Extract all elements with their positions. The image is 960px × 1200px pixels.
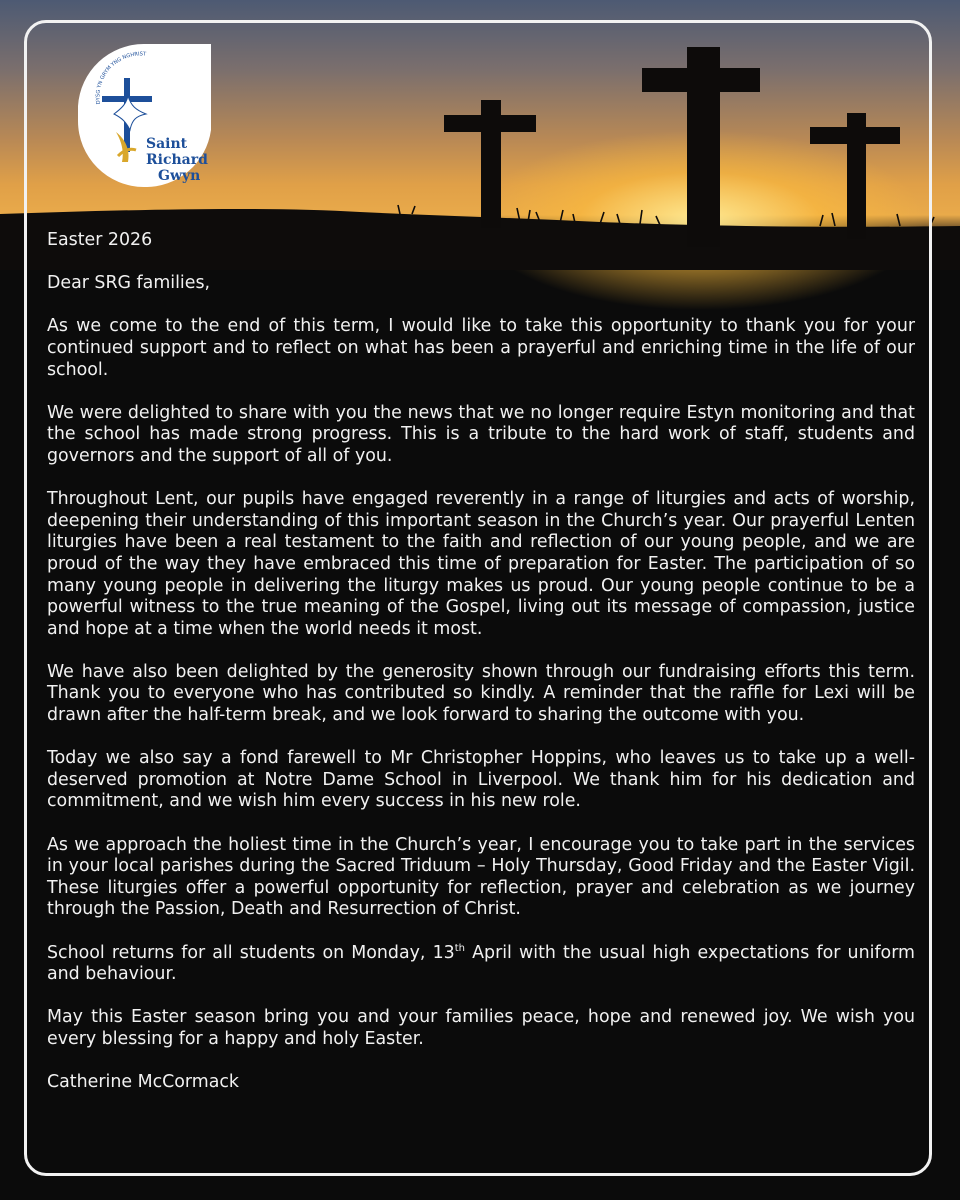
letter-paragraph-7: [47, 943, 915, 986]
letter-paragraph-3: Throughout Lent, our pupils have engaged reverently in a range of liturgies and acts of worship, deepening their understanding of this important season in the Church’s year. Our prayerful Lenten liturgies have been a real testament to the faith and reflection of our young people, and we are proud of the way they have embraced this time of preparation for Easter. The participation of so many young people in delivering the liturgy makes us proud. Our young people continue to be a powerful witness to the true meaning of the Gospel, living out its message of compassion, justice and hope at a time when the world needs it most.: [47, 489, 915, 639]
letter-paragraph-4: We have also been delighted by the generosity shown through our fundraising efforts this term. Thank you to everyone who has contributed so kindly. A reminder that the raffle for Lexi will be drawn after the half-term break, and we look forward to sharing the outcome with you.: [47, 661, 915, 726]
letter-signature: Catherine McCormack: [47, 1072, 239, 1093]
logo-name-line2: Richard: [146, 152, 208, 168]
letter-paragraph-5: Today we also say a fond farewell to Mr Christopher Hoppins, who leaves us to take up a well-deserved promotion at Notre Dame School in Liverpool. We thank him for his dedication and commitment, and we wish him every success in his new role.: [47, 748, 915, 812]
logo-ring-text: DYSG YN GRYM YNG NGHRIST: [95, 51, 147, 105]
p7-ordinal-suffix: th: [454, 942, 465, 954]
letter-paragraph-8: May this Easter season bring you and your families peace, hope and renewed joy. We wish you every blessing for a happy and holy Easter.: [47, 1007, 915, 1049]
letter-greeting: Dear SRG families,: [47, 273, 211, 294]
letter-paragraph-2: We were delighted to share with you the news that we no longer require Estyn monitoring and that the school has made strong progress. This is a tribute to the hard work of staff, students and governors and the support of all of you.: [47, 402, 915, 466]
letter-body: [47, 230, 915, 1115]
letter-date: Easter 2026: [47, 230, 153, 250]
p7-text-before: School returns for all students on Monday, 13: [47, 942, 455, 963]
logo-name-line3: Gwyn: [158, 168, 201, 184]
p7-text-after: April with the usual high expectations for uniform and behaviour.: [47, 942, 915, 985]
logo-name-line1: Saint: [146, 136, 188, 152]
letter-paragraph-1: As we come to the end of this term, I would like to take this opportunity to thank you for your continued support and to reflect on what has been a prayerful and enriching time in the life of our school.: [47, 316, 915, 380]
letter-paragraph-6: As we approach the holiest time in the Church’s year, I encourage you to take part in the services in your local parishes during the Sacred Triduum – Holy Thursday, Good Friday and the Easter Vigil. These liturgies offer a powerful opportunity for reflection, prayer and celebration as we journey through the Passion, Death and Resurrection of Christ.: [47, 834, 915, 920]
